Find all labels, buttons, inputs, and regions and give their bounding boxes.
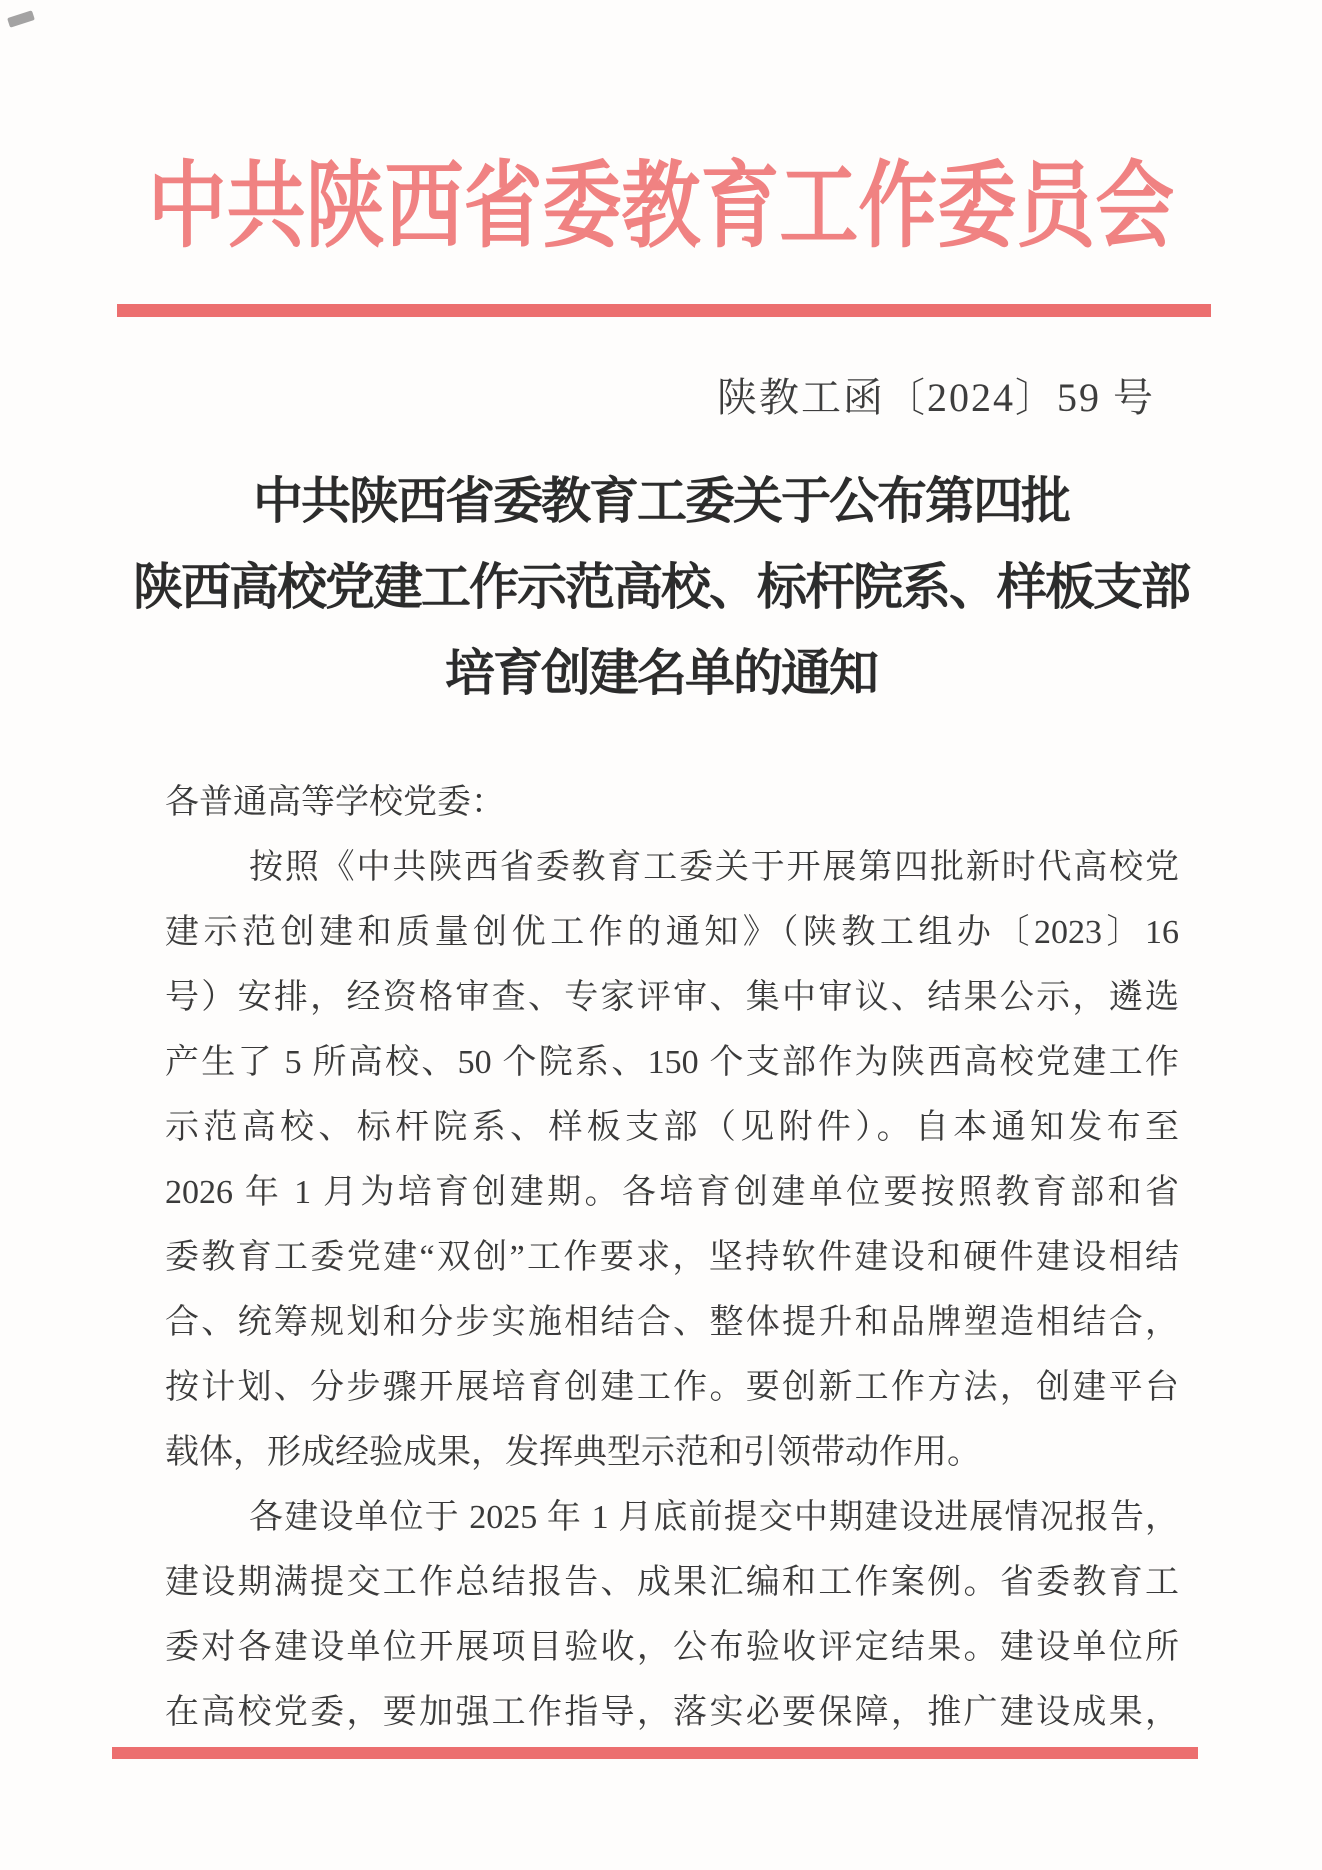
body-line: 建示范创建和质量创优工作的通知》（陕教工组办〔2023〕16	[165, 914, 1179, 951]
body-line: 按照《中共陕西省委教育工委关于开展第四批新时代高校党	[249, 849, 1179, 886]
body-line: 各建设单位于 2025 年 1 月底前提交中期建设进展情况报告，	[249, 1499, 1179, 1536]
body-line: 载体，形成经验成果，发挥典型示范和引领带动作用。	[165, 1434, 981, 1471]
title-line-3: 培育创建名单的通知	[445, 645, 877, 701]
body-line: 合、统筹规划和分步实施相结合、整体提升和品牌塑造相结合，	[165, 1304, 1179, 1341]
letterhead-title: 中共陕西省委教育工作委员会	[147, 155, 1175, 259]
scan-artifact	[7, 10, 35, 28]
header-rule	[117, 304, 1211, 317]
body-line: 委教育工委党建“双创”工作要求，坚持软件建设和硬件建设相结	[165, 1239, 1179, 1276]
document-body	[165, 770, 1179, 1745]
body-line: 2026 年 1 月为培育创建期。各培育创建单位要按照教育部和省	[165, 1174, 1179, 1211]
title-line-2: 陕西高校党建工作示范高校、标杆院系、样板支部	[133, 559, 1189, 615]
body-line: 建设期满提交工作总结报告、成果汇编和工作案例。省委教育工	[165, 1564, 1179, 1601]
body-line: 按计划、分步骤开展培育创建工作。要创新工作方法，创建平台	[165, 1369, 1179, 1406]
document-title	[0, 458, 1322, 716]
salutation: 各普通高等学校党委：	[165, 784, 505, 821]
footer-rule	[112, 1747, 1198, 1759]
body-line: 委对各建设单位开展项目验收，公布验收评定结果。建设单位所	[165, 1629, 1179, 1666]
body-line: 号）安排，经资格审查、专家评审、集中审议、结果公示，遴选	[165, 979, 1179, 1016]
title-line-1: 中共陕西省委教育工委关于公布第四批	[253, 473, 1069, 529]
body-line: 示范高校、标杆院系、样板支部（见附件）。自本通知发布至	[165, 1109, 1179, 1146]
body-line: 在高校党委，要加强工作指导，落实必要保障，推广建设成果，	[165, 1694, 1179, 1731]
document-number: 陕教工函〔2024〕59 号	[717, 375, 1155, 420]
body-line: 产生了 5 所高校、50 个院系、150 个支部作为陕西高校党建工作	[165, 1044, 1179, 1081]
